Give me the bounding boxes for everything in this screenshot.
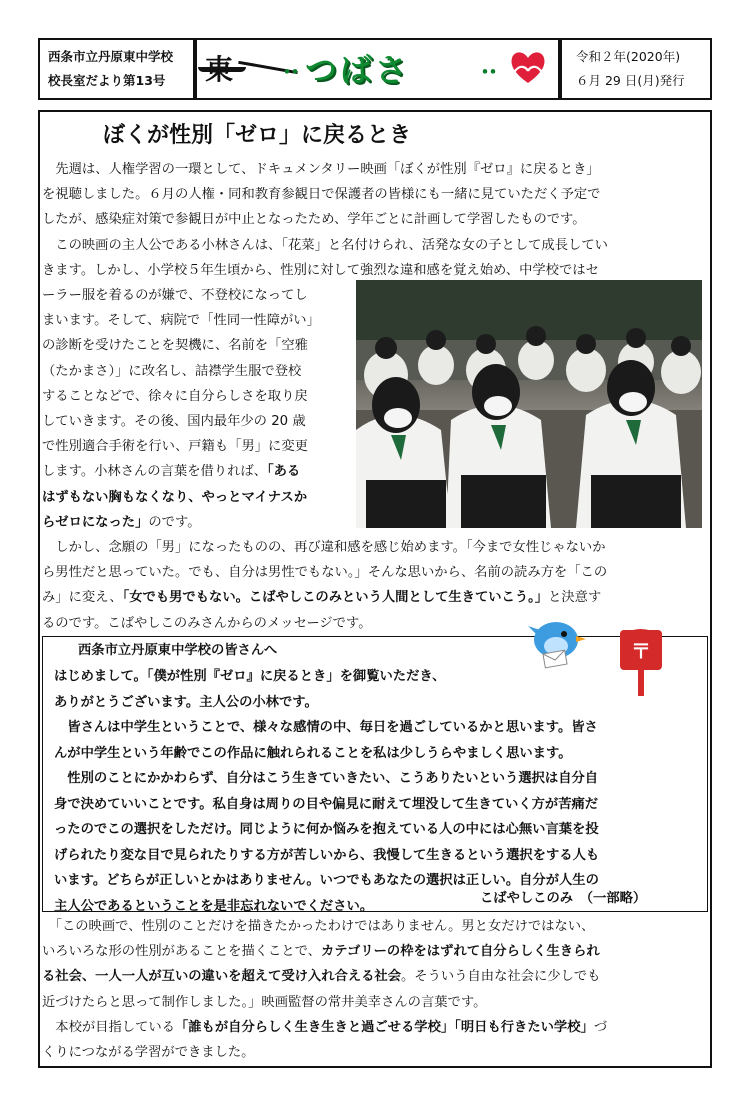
text-line: ーラー服を着るのが嫌で、不登校になってし: [42, 288, 308, 303]
text-line: することなどで、徐々に自分らしさを取り戻: [42, 388, 308, 404]
text-line: [42, 459, 320, 484]
text-line: していきます。その後、国内最年少の 20 歳: [42, 414, 306, 430]
svg-text:〒: 〒: [631, 639, 651, 663]
text-run: 本校が目指している: [42, 1019, 175, 1035]
text-run: み」に変え、: [42, 590, 123, 606]
message-body: [54, 664, 599, 919]
text-line: ら男性だと思っていた。でも、自分は男性でもない。」そんな思いから、名前の読み方を「この: [42, 565, 608, 581]
school-logo: 東: [205, 53, 234, 86]
text-line: 近づけたらと思って制作しました。」映画監督の常井美幸さんの言葉です。: [42, 994, 487, 1010]
paragraph-2-narrow: [42, 283, 320, 535]
text-run: します。小林さんの言葉を借りれば、: [42, 464, 267, 480]
newsletter-title: つばさ: [305, 51, 411, 89]
text-line: んが中学生という年齢でこの作品に触れられることを私は少しうらやましく思います。: [54, 745, 572, 761]
emphasis-text: 「誰もが自分らしく生き生きと過ごせる学校」: [174, 1019, 455, 1035]
text-line: ったのでこの選択をしただけ。同じように何か悩みを抱えている人の中には心無い言葉を投: [54, 822, 599, 837]
text-line: [42, 1015, 607, 1040]
quote-text: 「女でも男でもない。こばやしこのみという人間として生きていこう。」: [122, 590, 549, 606]
text-run: 。そういう自由な社会に少しでも: [401, 969, 601, 985]
text-line: はじめまして。「僕が性別『ゼロ』に戻るとき」を御覧いただき、: [54, 669, 446, 684]
emphasis-text: る社会、一人一人が互いの違いを超えて受け入れ合える社会: [42, 969, 402, 985]
text-line: げられたり変な目で見られたりする方が苦しいから、我慢して生きるという選択をする人も: [54, 847, 600, 863]
article-title: ぼくが性別「ゼロ」に戻るとき: [103, 123, 412, 148]
quote-text: 「ある: [266, 464, 301, 480]
text-line: しかし、念願の「男」になったものの、再び違和感を感じ始めます。「今まで女性じゃないか: [42, 540, 606, 555]
text-line: で性別適合手術を行い、戸籍も「男」に変更: [42, 439, 308, 455]
students-photo: [356, 280, 702, 528]
text-line: したが、感染症対策で参観日が中止となったため、学年ごとに計画して学習したものです。: [42, 212, 586, 228]
students-photo-illustration: [356, 280, 702, 528]
quote-text: らゼロになった」: [42, 514, 149, 530]
text-line: るのです。こばやしこのみさんからのメッセージです。: [42, 615, 372, 631]
text-line: を視聴しました。６月の人権・同和教育参観日で保護者の皆様にも一緒に見ていただく予定で: [42, 187, 601, 203]
text-line: 先週は、人権学習の一環として、ドキュメンタリー映画「ぼくが性別『ゼロ』に戻るとき」: [42, 162, 600, 177]
header-school-box: [38, 38, 195, 100]
bird-with-letter-icon: [526, 614, 590, 670]
text-line: います。どちらが正しいとかはありません。いつでもあなたの選択は正しい。自分が人生の: [54, 873, 599, 888]
text-line: 皆さんは中学生ということで、様々な感情の中、毎日を過ごしているかと思います。皆さ: [54, 720, 598, 735]
text-line: （たかまさ）」に改名し、詰襟学生服で登校: [42, 363, 302, 379]
text-line: [42, 510, 320, 535]
text-line: まいます。そして、病院で「性同一性障がい」: [42, 313, 320, 329]
emphasis-text: 「明日も行きたい学校」: [454, 1019, 594, 1035]
text-run: いろいろな形の性別があることを描くことで、: [42, 944, 321, 960]
closing-paragraph: [42, 914, 607, 1065]
mail-postbox-icon: [616, 624, 666, 696]
title-dots-left: ･･: [282, 60, 298, 84]
message-greeting: 西条市立丹原東中学校の皆さんへ: [78, 643, 278, 658]
issue-number: 校長室だより第13号: [48, 73, 166, 88]
emphasis-text: カテゴリーの枠をはずれて自分らしく生きられ: [320, 944, 600, 960]
paragraph-1: [42, 157, 608, 283]
issue-date: ６月 29 日(月)発行: [576, 73, 685, 88]
message-signature: こばやしこのみ （一部略）: [480, 891, 647, 906]
text-line: 主人公であるということを是非忘れないでください。: [54, 898, 374, 914]
text-line: [42, 939, 607, 964]
text-line: この映画の主人公である小林さんは、「花菜」と名付けられ、活発な女の子として成長してい: [42, 237, 608, 253]
text-run: づ: [593, 1019, 608, 1035]
year-line: 令和２年(2020年): [576, 49, 681, 64]
paragraph-3: [42, 535, 607, 636]
text-line: [42, 585, 607, 610]
school-name: 西条市立丹原東中学校: [48, 49, 174, 64]
text-line: ありがとうございます。主人公の小林です。: [54, 694, 318, 710]
text-line: くりにつながる学習ができました。: [42, 1045, 255, 1061]
text-run: と決意す: [548, 590, 602, 606]
text-run: のです。: [148, 514, 201, 530]
quote-text: はずもない胸もなくなり、やっとマイナスか: [42, 489, 308, 505]
heart-hands-icon: [508, 47, 548, 87]
text-line: 「この映画で、性別のことだけを描きたかったわけではありません。男と女だけではない、: [42, 919, 595, 934]
title-dots-right: ･･: [480, 60, 496, 84]
text-line: きます。しかし、小学校５年生頃から、性別に対して強烈な違和感を覚え始め、中学校ではセ: [42, 262, 599, 278]
text-line: [42, 964, 607, 989]
header-date-box: [560, 38, 712, 100]
text-line: 性別のことにかかわらず、自分はこう生きていきたい、こうありたいという選択は自分自: [54, 771, 599, 786]
text-line: の診断を受けたことを契機に、名前を「空雅: [42, 338, 308, 354]
text-line: 身で決めていいことです。私自身は周りの目や偏見に耐えて埋没して生きていく方が苦痛だ: [54, 796, 599, 812]
